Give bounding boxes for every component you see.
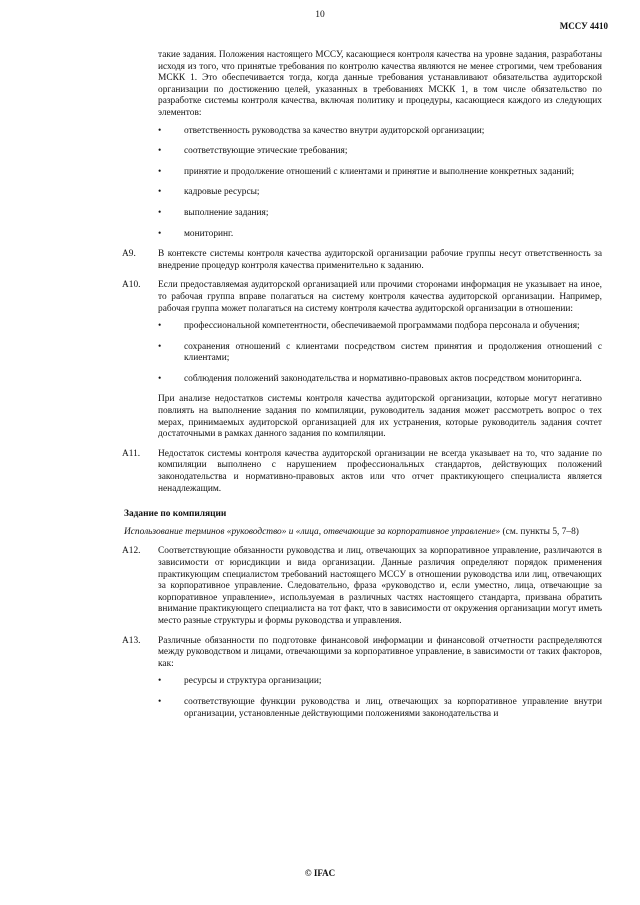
paragraph-text: В контексте системы контроля качества аудиторской организации рабочие группы несут ответственность за внедрение процедур контроля качества применительно к заданию.: [158, 249, 602, 271]
paragraph-a9: [122, 249, 602, 272]
a10-continuation: При анализе недостатков системы контроля качества аудиторской организации, которые могут негативно повлиять на выполнение задания по компиляции, руководитель задания может рассмотреть вопрос о тех мерах, принимаемых аудиторской организацией для их устранения, которые руководитель задания сочтет достаточными в рамках данного задания по компиляции.: [158, 394, 602, 440]
standard-code: МССУ 4410: [559, 21, 608, 31]
paragraph-a13: [122, 635, 602, 671]
section-subtitle-italic: Использование терминов «руководство» и «лица, отвечающие за корпоративное управление»: [124, 526, 501, 537]
footer-copyright: © IFAC: [304, 868, 336, 878]
paragraph-number: A9.: [122, 249, 136, 260]
page-content: [124, 50, 602, 729]
list-item: • сохранения отношений с клиентами посредством систем принятия и продолжения отношений с клиентами;: [158, 342, 602, 365]
paragraph-text: Различные обязанности по подготовке финансовой информации и финансовой отчетности распределяются между руководством и лицами, отвечающими за корпоративное управление, в зависимости от таких факторов, как:: [158, 635, 602, 669]
intro-paragraph: [158, 50, 602, 120]
list-item: • принятие и продолжение отношений с клиентами и принятие и выполнение конкретных заданий;: [158, 167, 602, 179]
paragraph-number: A11.: [122, 448, 141, 459]
intro-text: такие задания. Положения настоящего МССУ, касающиеся контроля качества на уровне задания, разработаны исходя из того, что принятые требования по контролю качества являются не менее строгими, чем требования МСКК 1. Это обеспечивается тогда, когда данные требования устанавливают обязательства аудиторской организации по достижению целей, указанных в требованиях МСКК 1, в том числе обязательство по разработке системы контроля качества, включая политику и процедуры, касающиеся каждого из следующих элементов:: [158, 50, 602, 118]
paragraph-a10: [122, 280, 602, 315]
a13-bullet-list: [158, 676, 602, 720]
list-item: • кадровые ресурсы;: [158, 187, 602, 199]
page-number: 10: [315, 10, 325, 20]
intro-bullet-list: [158, 126, 602, 241]
paragraph-text: Соответствующие обязанности руководства и лиц, отвечающих за корпоративное управление, различаются в зависимости от юрисдикции и вида организации. Данные различия определяют порядок применения практикующим специалистом требований настоящего МССУ в отношении руководства или лиц, отвечающих за корпоративное управление. Следовательно, фраза «руководство и, если уместно, лица, отвечающие за корпоративное управление», используемая в различных частях настоящего стандарта, призвана обратить внимание практикующего специалиста на тот факт, что в зависимости от окружения организации могут иметь место разные структуры и формы руководства и управления.: [158, 546, 602, 626]
list-item: • ресурсы и структура организации;: [158, 676, 602, 688]
list-item: • соответствующие этические требования;: [158, 146, 602, 158]
list-item: • ответственность руководства за качество внутри аудиторской организации;: [158, 126, 602, 138]
list-item: • мониторинг.: [158, 229, 602, 241]
list-item: • выполнение задания;: [158, 208, 602, 220]
paragraph-number: A13.: [122, 635, 141, 646]
a10-bullet-list: [158, 321, 602, 385]
section-subtitle-reference: (см. пункты 5, 7–8): [500, 526, 579, 537]
list-item: • соблюдения положений законодательства и нормативно-правовых актов посредством мониторинга.: [158, 374, 602, 386]
paragraph-a11: [122, 448, 602, 495]
paragraph-a12: [122, 546, 602, 627]
paragraph-number: A10.: [122, 280, 141, 291]
section-title: Задание по компиляции: [124, 509, 227, 520]
section-subtitle: [124, 527, 602, 539]
paragraph-text: Недостаток системы контроля качества аудиторской организации не всегда указывает на то, что задание по компиляции выполнено с нарушением профессиональных стандартов, действующих положений законодательства и нормативно-правовых актов или что отчет практикующего специалиста является ненадлежащим.: [158, 448, 602, 494]
list-item: • профессиональной компетентности, обеспечиваемой программами подбора персонала и обучения;: [158, 321, 602, 333]
list-item: • соответствующие функции руководства и лиц, отвечающих за корпоративное управление внутри организации, установленные действующими положениями законодательства и: [158, 697, 602, 720]
paragraph-text: Если предоставляемая аудиторской организацией или прочими сторонами информация не указывает на иное, то рабочая группа вправе полагаться на систему контроля качества аудиторской организации. Например, рабочая группа может полагаться на систему контроля качества аудиторской организации в отношении:: [158, 280, 602, 314]
paragraph-number: A12.: [122, 546, 141, 557]
